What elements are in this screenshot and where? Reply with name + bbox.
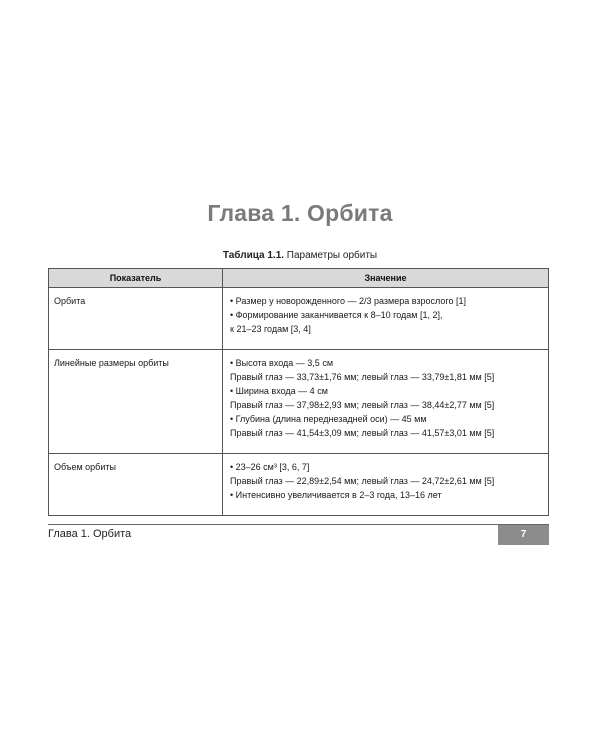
column-header-value: Значение xyxy=(223,269,549,288)
value-line: • Интенсивно увеличивается в 2–3 года, 13–16 лет xyxy=(230,490,442,500)
table-caption-label: Таблица 1.1. xyxy=(222,250,285,261)
table-row xyxy=(49,288,549,350)
value-line: • Высота входа — 3,5 см xyxy=(230,358,334,368)
value-line: • Ширина входа — 4 см xyxy=(230,386,328,396)
parameters-table xyxy=(48,268,549,516)
table-header-row xyxy=(49,269,549,288)
table-caption-text: Параметры орбиты xyxy=(284,250,378,261)
indicator-cell: Объем орбиты xyxy=(49,454,223,516)
value-line: Правый глаз — 41,54±3,09 мм; левый глаз — 41,57±3,01 мм [5] xyxy=(230,428,495,438)
chapter-title: Глава 1. Орбита xyxy=(207,200,393,226)
value-line: • Размер у новорожденного — 2/3 размера взрослого [1] xyxy=(230,296,466,306)
value-line: • 23–26 см³ [3, 6, 7] xyxy=(230,462,310,472)
page-number-badge: 7 xyxy=(498,525,549,545)
value-cell xyxy=(223,350,549,454)
indicator-cell: Орбита xyxy=(49,288,223,350)
footer-divider xyxy=(48,524,549,525)
value-cell xyxy=(223,288,549,350)
table-row xyxy=(49,350,549,454)
value-line: Правый глаз — 37,98±2,93 мм; левый глаз — 38,44±2,77 мм [5] xyxy=(230,400,495,410)
table-caption xyxy=(0,250,600,261)
column-header-indicator: Показатель xyxy=(49,269,223,288)
value-line: Правый глаз — 33,73±1,76 мм; левый глаз — 33,79±1,81 мм [5] xyxy=(230,372,495,382)
value-line: • Глубина (длина переднезадней оси) — 45 мм xyxy=(230,414,427,424)
value-cell xyxy=(223,454,549,516)
value-line: к 21–23 годам [3, 4] xyxy=(230,324,311,334)
indicator-cell: Линейные размеры орбиты xyxy=(49,350,223,454)
value-line: • Формирование заканчивается к 8–10 годам [1, 2], xyxy=(230,310,443,320)
table-row xyxy=(49,454,549,516)
value-line: Правый глаз — 22,89±2,54 мм; левый глаз — 24,72±2,61 мм [5] xyxy=(230,476,495,486)
running-title: Глава 1. Орбита xyxy=(48,528,132,540)
